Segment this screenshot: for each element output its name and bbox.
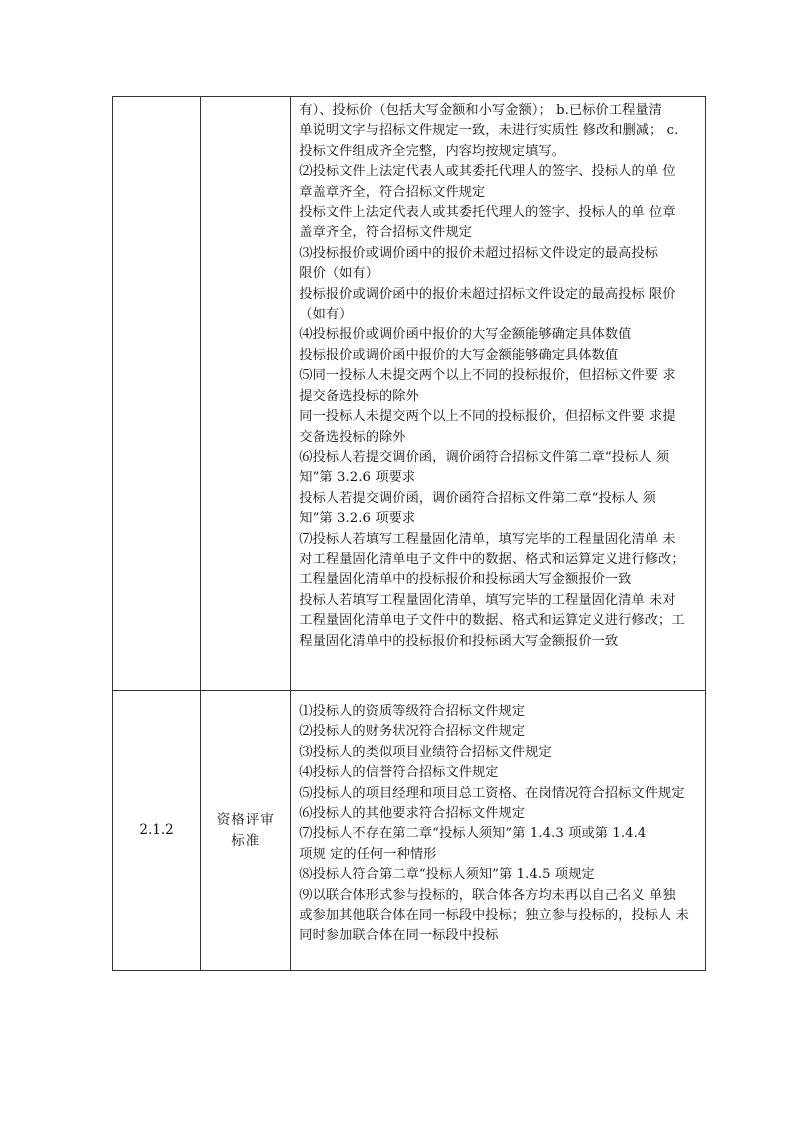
criterion-name: 资格评审标准 — [216, 811, 275, 849]
content-line: ⑺投标人若填写工程量固化清单，填写完毕的工程量固化清单 未 — [299, 531, 676, 547]
criterion-content-cell — [291, 691, 706, 971]
content-line: 投标人若填写工程量固化清单，填写完毕的工程量固化清单 未对 — [299, 592, 676, 608]
content-line: 限价（如有） — [299, 266, 380, 282]
content-line: 盖章齐全，符合招标文件规定 — [299, 225, 473, 241]
content-line: 有）、投标价（包括大写金额和小写金额）； b.已标价工程量清 — [299, 103, 662, 118]
content-line: ⑴投标人的资质等级符合招标文件规定 — [299, 704, 526, 719]
content-line: 或参加其他联合体在同一标段中投标；独立参与投标的，投标人 未 — [299, 908, 689, 924]
content-line: 投标人若提交调价函，调价函符合招标文件第二章“投标人 须 — [299, 490, 656, 506]
criterion-content — [291, 97, 705, 652]
content-line: ⑷投标报价或调价函中报价的大写金额能够确定具体数值 — [299, 327, 632, 343]
content-line: 交备选投标的除外 — [299, 429, 406, 445]
content-line: 投标报价或调价函中报价的大写金额能够确定具体数值 — [299, 347, 619, 363]
content-line: ⑸投标人的项目经理和项目总工资格、在岗情况符合招标文件规定 — [299, 785, 685, 801]
table-row — [113, 97, 706, 691]
criterion-name-cell — [201, 691, 291, 971]
content-line: ⑹投标人的其他要求符合招标文件规定 — [299, 806, 526, 822]
content-line: 同时参加联合体在同一标段中投标 — [299, 928, 499, 944]
criterion-content — [291, 691, 705, 947]
content-line: 章盖章齐全，符合招标文件规定 — [299, 184, 486, 200]
content-line: ⑸同一投标人未提交两个以上不同的投标报价，但招标文件要 求 — [299, 368, 676, 384]
content-line: ⑶投标人的类似项目业绩符合招标文件规定 — [299, 744, 552, 760]
table-row — [113, 691, 706, 971]
content-line: 知”第 3.2.6 项要求 — [299, 470, 416, 486]
content-line: ⑺投标人不存在第二章“投标人须知”第 1.4.3 项或第 1.4.4 — [299, 826, 647, 842]
content-line: ⑻投标人符合第二章“投标人须知”第 1.4.5 项规定 — [299, 867, 595, 883]
content-line: 单说明文字与招标文件规定一致，未进行实质性 修改和删减； c. — [299, 123, 679, 139]
content-line: ⑷投标人的信誉符合招标文件规定 — [299, 765, 499, 781]
clause-number: 2.1.2 — [139, 822, 174, 838]
evaluation-criteria-table — [112, 96, 706, 971]
content-line: 投标文件组成齐全完整，内容均按规定填写。 — [299, 143, 566, 159]
content-line: 知”第 3.2.6 项要求 — [299, 511, 416, 527]
content-line: ⑼以联合体形式参与投标的，联合体各方均未再以自己名义 单独 — [299, 887, 676, 903]
criterion-name-cell — [201, 97, 291, 691]
content-line: 提交备选投标的除外 — [299, 388, 419, 404]
content-line: ⑵投标文件上法定代表人或其委托代理人的签字、投标人的单 位 — [299, 164, 676, 180]
content-line: ⑶投标报价或调价函中的报价未超过招标文件设定的最高投标 — [299, 245, 659, 261]
content-line: 同一投标人未提交两个以上不同的投标报价，但招标文件要 求提 — [299, 409, 676, 425]
content-line: （如有） — [299, 307, 353, 323]
content-line: 投标文件上法定代表人或其委托代理人的签字、投标人的单 位章 — [299, 205, 676, 221]
content-line: 工程量固化清单中的投标报价和投标函大写金额报价一致 — [299, 572, 632, 588]
content-line: 对工程量固化清单电子文件中的数据、格式和运算定义进行修改； — [299, 551, 685, 567]
content-line: 投标报价或调价函中的报价未超过招标文件设定的最高投标 限价 — [299, 286, 676, 302]
content-line: 工程量固化清单电子文件中的数据、格式和运算定义进行修改；工 — [299, 613, 685, 629]
clause-number-cell — [113, 97, 201, 691]
criterion-content-cell — [291, 97, 706, 691]
content-line: 程量固化清单中的投标报价和投标函大写金额报价一致 — [299, 633, 619, 649]
clause-number-cell — [113, 691, 201, 971]
content-line: ⑵投标人的财务状况符合招标文件规定 — [299, 724, 526, 740]
content-line: 项规 定的任何一种情形 — [299, 846, 437, 862]
content-line: ⑹投标人若提交调价函，调价函符合招标文件第二章“投标人 须 — [299, 449, 670, 465]
